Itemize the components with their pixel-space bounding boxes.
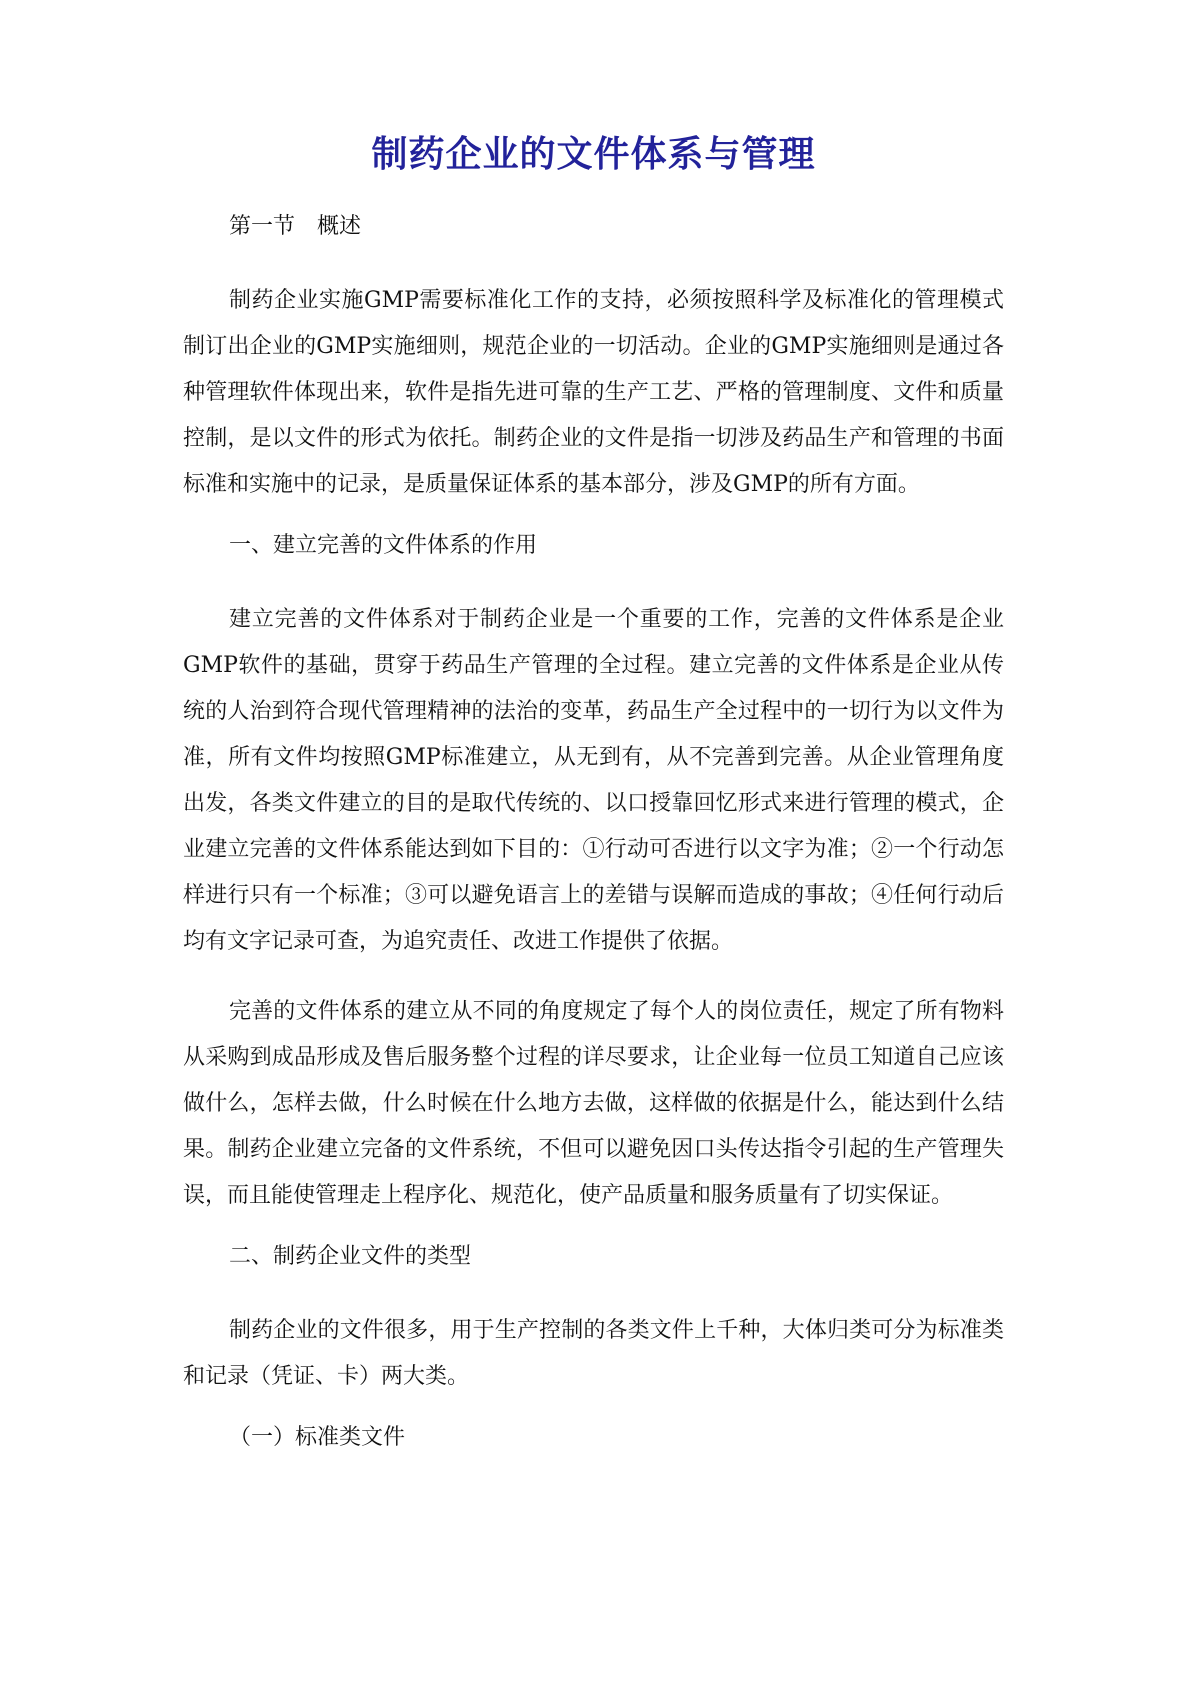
paragraph-system-role: 建立完善的文件体系对于制药企业是一个重要的工作，完善的文件体系是企业GMP软件的基础，贯穿于药品生产管理的全过程。建立完善的文件体系是企业从传统的人治到符合现代管理精神的法治的变革，药品生产全过程中的一切行为以文件为准，所有文件均按照GMP标准建立，从无到有，从不完善到完善。从企业管理角度出发，各类文件建立的目的是取代传统的、以口授靠回忆形式来进行管理的模式，企业建立完善的文件体系能达到如下目的：①行动可否进行以文字为准；②一个行动怎样进行只有一个标准；③可以避免语言上的差错与误解而造成的事故；④任何行动后均有文字记录可查，为追究责任、改进工作提供了依据。 [183,607,1004,954]
paragraph-file-types: 制药企业的文件很多，用于生产控制的各类文件上千种，大体归类可分为标准类和记录（凭证、卡）两大类。 [183,1318,1004,1389]
paragraph-system-benefits: 完善的文件体系的建立从不同的角度规定了每个人的岗位责任，规定了所有物料从采购到成品形成及售后服务整个过程的详尽要求，让企业每一位员工知道自己应该做什么，怎样去做，什么时候在什么地方去做，这样做的依据是什么，能达到什么结果。制药企业建立完备的文件系统，不但可以避免因口头传达指令引起的生产管理失误，而且能使管理走上程序化、规范化，使产品质量和服务质量有了切实保证。 [183,999,1004,1208]
subheading-2: 二、制药企业文件的类型 [229,1244,472,1269]
section-heading: 第一节 概述 [229,214,362,239]
subheading-standard-files: （一）标准类文件 [229,1425,406,1450]
subheading-1: 一、建立完善的文件体系的作用 [229,533,538,558]
document-title: 制药企业的文件体系与管理 [371,133,816,175]
paragraph-overview: 制药企业实施GMP需要标准化工作的支持，必须按照科学及标准化的管理模式制订出企业的GMP实施细则，规范企业的一切活动。企业的GMP实施细则是通过各种管理软件体现出来，软件是指先进可靠的生产工艺、严格的管理制度、文件和质量控制，是以文件的形式为依托。制药企业的文件是指一切涉及药品生产和管理的书面标准和实施中的记录，是质量保证体系的基本部分，涉及GMP的所有方面。 [183,288,1004,497]
